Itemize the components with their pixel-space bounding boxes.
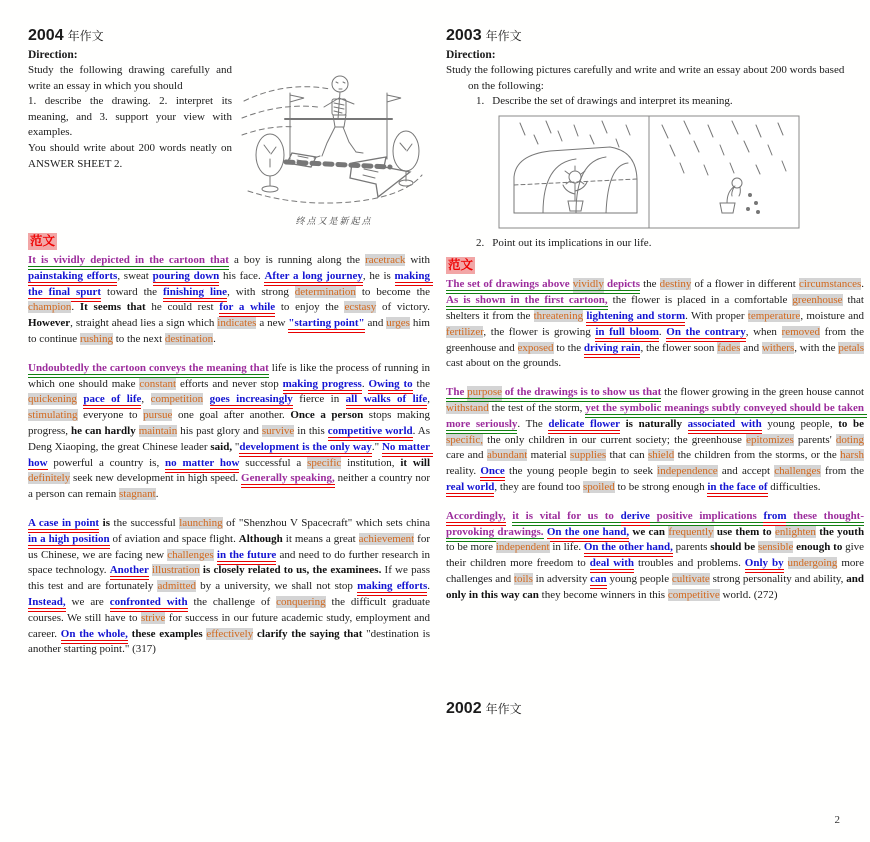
essay-segment: sensible xyxy=(757,541,794,554)
essay-segment: the successful xyxy=(109,516,180,529)
essay-segment: pouring down xyxy=(153,270,220,286)
essay-segment: for success in our future academic study, employment and career. xyxy=(28,611,433,640)
year-number: 2003 xyxy=(446,27,482,44)
essay-segment: " xyxy=(232,440,240,453)
essay-segment: to be more xyxy=(446,525,867,554)
essay-segment: conquering xyxy=(276,595,326,608)
essay-segment: enlighten xyxy=(774,525,816,538)
essay-segment: seek new development in high speed. xyxy=(70,472,242,485)
year-suffix: 年作文 xyxy=(485,701,522,716)
essay-segment: development is the only way xyxy=(239,441,371,457)
essay-segment: However xyxy=(28,317,71,330)
essay-segment: in this xyxy=(294,424,328,437)
essay-segment: cultivate xyxy=(671,572,710,585)
direction-line: Study the following drawing carefully and write an essay in which you should xyxy=(28,64,232,92)
essay-segment: young people xyxy=(606,572,672,585)
essay-segment: in the face of xyxy=(707,481,767,497)
essay-paragraph xyxy=(446,385,867,496)
essay-segment: deal with xyxy=(590,557,634,573)
item-text: Point out its implications in our life. xyxy=(492,236,652,249)
essay-segment: epitomizes xyxy=(746,433,794,446)
essay-segment: . xyxy=(71,301,80,314)
essay-segment: , they are found too xyxy=(494,480,583,493)
essay-segment: him to continue xyxy=(28,317,433,345)
essay-segment: cast about on the grounds. xyxy=(446,341,867,370)
essay-segment: care and xyxy=(446,433,867,462)
direction-item-1 xyxy=(446,94,864,110)
essay-segment: specific, xyxy=(446,433,483,446)
essay-segment: , the flower soon xyxy=(640,341,718,354)
essay-segment: enough to xyxy=(796,541,843,554)
essay-segment: of "Shenzhou V Spacecraft" which sets china xyxy=(222,516,433,529)
essay-segment: is xyxy=(102,516,110,529)
essay-segment: derive xyxy=(621,510,650,526)
essay-segment: strong personality and ability, xyxy=(709,572,847,585)
essay-segment: Owing to xyxy=(368,378,412,394)
essay-segment: circumstances xyxy=(798,278,862,291)
essay-segment: from the xyxy=(820,465,867,478)
essay-segment: we are xyxy=(65,595,110,608)
essay-segment: specific xyxy=(307,456,342,469)
essay-segment: he can hardly xyxy=(71,424,136,437)
essay-segment: . xyxy=(361,377,369,390)
essay-segment: parents xyxy=(672,541,711,554)
essay-segment: harsh xyxy=(840,449,864,462)
essay-segment: fertilizer xyxy=(446,325,484,338)
essay-segment: with xyxy=(405,254,433,266)
essay-segment: withers xyxy=(761,341,795,354)
direction-line: on the following: xyxy=(468,79,544,92)
essay-segment: doting xyxy=(835,433,864,446)
essay-segment: is closely related to us, the examinees. xyxy=(202,564,382,577)
essay-segment: urges xyxy=(386,317,410,330)
essay-segment: constant xyxy=(139,377,177,390)
essay-paragraph xyxy=(446,277,867,372)
essay-segment: racetrack xyxy=(365,254,406,266)
essay-segment xyxy=(864,418,867,430)
essay-segment: Once xyxy=(480,465,504,481)
essay-segment: delicate flower xyxy=(548,418,620,434)
essay-segment: in life. xyxy=(549,541,584,554)
essay-segment: indicates xyxy=(217,317,257,330)
essay-segment: , the flower is growing xyxy=(483,325,596,338)
essay-segment: fierce in xyxy=(292,393,346,406)
essay-segment: "starting point" xyxy=(288,317,364,333)
essay-segment: pace of life xyxy=(83,393,141,409)
essay-segment: should be xyxy=(710,541,756,554)
essay-segment: finishing line xyxy=(163,286,227,302)
essay-segment: real world xyxy=(446,481,494,497)
essay-segment: undergoing xyxy=(787,557,838,570)
essay-segment: no matter how xyxy=(165,457,239,473)
essay-segment: the difficult graduate courses. We still have to xyxy=(28,595,433,624)
essay-segment: they become winners in this xyxy=(538,588,668,601)
essay-segment: maintain xyxy=(138,424,178,437)
essay-segment: "destination is another starting point." (317) xyxy=(28,627,433,656)
essay-segment: removed xyxy=(781,325,821,338)
essay-segment: the flower growing in the green house cannot xyxy=(661,386,867,399)
essay-segment: of victory. xyxy=(376,301,433,314)
essay-segment: It seems that xyxy=(79,301,146,314)
essay-segment: On the whole, xyxy=(61,628,128,644)
essay-segment: fades xyxy=(717,341,741,354)
essay-segment: for a while xyxy=(219,301,275,317)
essay-segment xyxy=(430,457,433,469)
essay-segment: . As Deng Xiaoping, the great Chinese leader xyxy=(28,424,433,453)
essay-segment: of aviation and space flight. xyxy=(109,532,239,545)
essay-segment: from the greenhouse and xyxy=(446,325,867,354)
essay-segment: everyone to xyxy=(77,409,144,422)
essay-paragraph xyxy=(28,516,433,658)
essay-segment: his past glory and xyxy=(177,424,262,437)
essay-segment: challenges xyxy=(774,465,821,478)
essay-segment: The xyxy=(446,386,467,402)
essay-segment: temperature xyxy=(747,309,801,322)
essay-segment: A case in point xyxy=(28,517,99,533)
essay-segment: launching xyxy=(179,516,223,529)
essay-segment: Undoubtedly the cartoon conveys the meaning that xyxy=(28,362,269,378)
essay-segment: petals xyxy=(838,341,864,354)
direction-line: Study the following pictures carefully and write and write an essay about 200 words based xyxy=(446,64,845,76)
item-number: 2. xyxy=(476,236,485,249)
essay-segment: in adversity xyxy=(532,572,591,585)
essay-segment xyxy=(203,393,209,405)
essay-segment: illustration xyxy=(152,564,200,577)
year-heading-2004 xyxy=(28,26,430,46)
year-heading-2003 xyxy=(446,26,864,46)
essay-segment: of the drawings is to show us that xyxy=(502,386,661,402)
essay-segment: abundant xyxy=(486,449,528,462)
essay-segment: making the final spurt xyxy=(28,270,433,302)
essay-segment: making progress xyxy=(283,378,362,394)
essay-segment: pursue xyxy=(143,409,173,422)
essay-segment: , with strong xyxy=(227,285,295,298)
essay-segment: , straight ahead lies a sign which xyxy=(70,317,218,330)
direction-line: 1. describe the drawing. 2. interpret its meaning, and 3. support your view with examples. xyxy=(28,95,232,139)
essay-segment: to the next xyxy=(112,332,165,345)
essay-segment: destiny xyxy=(659,278,692,291)
essay-segment: young people, xyxy=(761,417,839,430)
essay-segment: admitted xyxy=(157,580,196,593)
fanwen-label: 范文 xyxy=(448,258,474,273)
essay-segment: supplies xyxy=(570,449,607,462)
essay-segment: quickening xyxy=(28,393,77,406)
essay-segment: If we pass this test and are fortunately xyxy=(28,564,433,593)
essay-segment: can xyxy=(590,573,607,589)
essay-segment: threatening xyxy=(533,309,584,322)
item-number: 1. xyxy=(476,95,485,108)
essay-segment: stimulating xyxy=(28,409,78,422)
essay-segment: reality. xyxy=(446,449,867,478)
essay-segment: give their children more freedom to xyxy=(446,541,867,570)
essay-segment: a boy is running along the xyxy=(228,254,366,266)
essay-segment: material xyxy=(527,449,571,462)
essay-segment: neither a country nor a person can remain xyxy=(28,472,433,501)
essay-segment: it is vital for us to xyxy=(512,510,620,526)
essay-segment: ecstasy xyxy=(344,301,377,314)
fanwen-label: 范文 xyxy=(30,234,56,248)
essay-segment: and xyxy=(740,341,762,354)
essay-segment: parents' xyxy=(793,433,836,446)
page-number: 2 xyxy=(834,814,840,826)
essay-segment: his face. xyxy=(219,269,265,282)
essay-segment: in the future xyxy=(217,549,276,565)
essay-segment: , xyxy=(427,393,433,406)
year-suffix: 年作文 xyxy=(67,29,104,43)
essay-segment: institution, xyxy=(341,456,401,469)
direction-label: Direction: xyxy=(28,49,78,61)
essay-segment: that shelters it from the xyxy=(446,294,867,322)
prompt-drawings-figure xyxy=(498,115,864,234)
essay-segment: Generally speaking, xyxy=(241,472,335,488)
essay-segment: the only children in our current society; the greenhouse xyxy=(482,433,747,446)
essay-segment: to enjoy the xyxy=(275,301,345,314)
essay-segment: toils xyxy=(513,572,533,585)
essay-segment: frequently xyxy=(668,525,714,538)
essay-segment: depicts xyxy=(604,278,640,294)
essay-segment: competitive world xyxy=(328,425,413,441)
essay-segment: by a university, we shall not stop xyxy=(195,580,358,593)
essay-segment: goes increasingly xyxy=(210,393,293,409)
essay-segment: is naturally xyxy=(625,417,682,430)
essay-segment: stagnant xyxy=(119,488,156,501)
essay-segment xyxy=(784,557,788,569)
direction-text xyxy=(28,63,232,227)
essay-segment: . xyxy=(155,488,159,501)
essay-segment: in full bloom xyxy=(595,326,659,342)
essay-segment: and accept xyxy=(717,465,775,478)
cartoon-caption: 终点又是新起点 xyxy=(295,216,373,226)
runner-cartoon-illustration xyxy=(240,63,428,213)
essay-segment: driving rain xyxy=(584,342,641,358)
essay-segment: world. (272) xyxy=(719,588,778,601)
year-heading-2002 xyxy=(446,699,864,719)
essay-segment: greenhouse xyxy=(792,294,843,307)
essay-segment: stops making progress, xyxy=(28,409,433,437)
essay-segment: a new xyxy=(256,317,289,330)
essay-segment: and need to do further research in space technology. xyxy=(28,548,433,577)
essay-segment: making efforts xyxy=(357,580,427,596)
direction-line: You should write about 200 words neatly on ANSWER SHEET 2. xyxy=(28,141,232,170)
year-suffix: 年作文 xyxy=(485,29,522,43)
essay-segment: and only in this way can xyxy=(446,572,867,601)
essay-segment: Accordingly, xyxy=(446,510,506,526)
essay-segment: It is vividly depicted in the cartoon that xyxy=(28,254,229,270)
essay-segment: toward the xyxy=(101,285,163,298)
essay-segment: these examples xyxy=(131,627,203,640)
essay-segment: more challenges and xyxy=(446,557,867,585)
essay-segment: , moisture and xyxy=(800,309,867,322)
essay-segment: . xyxy=(861,278,867,291)
item-text: Describe the set of drawings and interpret its meaning. xyxy=(492,95,733,108)
essay-segment: it will xyxy=(400,456,430,469)
essay-segment: spoiled xyxy=(582,480,615,493)
year-number: 2004 xyxy=(28,27,64,44)
essay-segment: rushing xyxy=(79,332,113,345)
essay-segment: vividly xyxy=(573,278,604,294)
essay-segment: purpose xyxy=(467,386,502,402)
essay-segment: shield xyxy=(647,449,675,462)
essay-segment: the challenge of xyxy=(187,595,277,608)
essay-segment: the youth xyxy=(819,525,865,538)
essay-segment: to be xyxy=(838,417,865,430)
essay-segment: troubles and problems. xyxy=(634,557,745,570)
essay-segment: Instead, xyxy=(28,596,66,612)
essay-segment: difficulties. xyxy=(767,480,821,493)
essay-segment: achievement xyxy=(358,532,415,545)
essay-segment: competition xyxy=(150,393,204,406)
essay-segment: Another xyxy=(110,564,149,580)
essay-segment: Although xyxy=(238,532,283,545)
essay-segment: of a flower in different xyxy=(691,278,799,291)
essay-segment: these thought-provoking drawings. xyxy=(446,510,864,542)
runner-cartoon-figure xyxy=(240,63,428,227)
essay-segment: , with the xyxy=(794,341,839,354)
column-2003 xyxy=(446,26,867,721)
essay-segment: independence xyxy=(657,465,718,478)
essay-segment: we can xyxy=(632,525,666,538)
essay-segment: from xyxy=(763,510,786,526)
essay-segment: The set of drawings above xyxy=(446,278,573,294)
essay-segment: and xyxy=(364,317,387,330)
essay-segment: it means a great xyxy=(282,532,359,545)
essay-segment: . xyxy=(213,332,216,345)
essay-segment: he could rest xyxy=(145,301,220,314)
essay-segment: the flower is placed in a comfortable xyxy=(607,294,793,307)
essay-segment: all walks of life xyxy=(346,393,428,409)
essay-segment: use them to xyxy=(716,525,772,538)
essay-segment: ." xyxy=(371,440,382,453)
essay-segment: for us Chinese, we are facing new xyxy=(28,532,433,561)
greenhouse-and-storm-drawing xyxy=(498,115,800,229)
essay-segment: efforts and never stop xyxy=(176,377,283,390)
essay-segment: On the one hand, xyxy=(547,526,629,542)
essay-segment: the test of the storm, xyxy=(488,401,586,414)
essay-segment: determination xyxy=(294,285,356,298)
essay-segment: No matter how xyxy=(28,441,433,473)
essay-segment: yet the symbolic meanings subtly conveyed should be taken more seriously xyxy=(446,402,867,434)
essay-segment: the xyxy=(639,278,660,291)
essay-segment xyxy=(682,418,688,430)
essay-segment: the children from the storms, or the xyxy=(674,449,841,462)
essay-segment: withstand xyxy=(446,401,489,414)
essay-segment: independent xyxy=(495,541,550,554)
essay-segment: to be strong enough xyxy=(614,480,708,493)
essay-segment: , he is xyxy=(362,269,395,282)
essay-segment: . The xyxy=(517,417,549,430)
essay-segment: to become the xyxy=(355,285,433,298)
essay-segment: definitely xyxy=(28,472,71,485)
essay-segment: life is like the process of running in which one should make xyxy=(28,361,433,390)
essay-segment: . With proper xyxy=(685,309,748,322)
essay-segment: On the contrary xyxy=(666,326,745,342)
essay-segment: painstaking efforts xyxy=(28,270,117,286)
direction-label: Direction: xyxy=(446,49,496,61)
essay-segment: lightening and storm xyxy=(586,310,685,326)
column-2004 xyxy=(28,26,433,721)
essay-segment: the young people begin to seek xyxy=(504,465,658,478)
essay-segment: exposed xyxy=(517,341,554,354)
essay-segment: survive xyxy=(261,424,295,437)
direction-section xyxy=(28,63,430,227)
direction-item-2 xyxy=(446,236,864,252)
essay-segment: , xyxy=(141,393,151,406)
essay-segment: one goal after another. xyxy=(172,409,291,422)
essay-paragraph xyxy=(28,361,433,503)
essay-segment: in a high position xyxy=(28,533,110,549)
essay-segment: successful a xyxy=(239,456,308,469)
essay-segment: associated with xyxy=(688,418,762,434)
essay-segment: . xyxy=(658,325,667,338)
essay-segment: strive xyxy=(140,611,166,624)
essay-segment: that can xyxy=(606,449,648,462)
direction-text xyxy=(446,63,864,94)
essay-segment: effectively xyxy=(206,627,254,640)
essay-segment: powerful a country is, xyxy=(47,456,166,469)
essay-segment: competitive xyxy=(667,588,720,601)
essay-segment: . xyxy=(427,580,433,593)
essay-segment: destination xyxy=(164,332,214,345)
essay-paragraph xyxy=(28,253,433,348)
essay-segment: challenges xyxy=(167,548,214,561)
essay-segment: said, xyxy=(210,440,233,453)
essay-segment: , when xyxy=(745,325,782,338)
essay-segment: As is shown in the first cartoon, xyxy=(446,294,608,310)
year-number: 2002 xyxy=(446,699,482,717)
essay-paragraph xyxy=(446,509,867,604)
essay-segment: Once a person xyxy=(290,409,364,422)
essay-segment: clarify the saying that xyxy=(257,627,363,640)
essay-segment: the xyxy=(412,377,433,390)
essay-segment: champion xyxy=(28,301,72,314)
essay-segment: confronted with xyxy=(110,596,188,612)
essay-segment: to the xyxy=(553,341,584,354)
essay-segment: , sweat xyxy=(117,269,153,282)
essay-segment: Only by xyxy=(745,557,784,573)
essay-segment: positive implications xyxy=(650,510,764,526)
essay-segment: After a long journey xyxy=(264,270,362,286)
essay-segment: On the other hand, xyxy=(584,541,673,557)
